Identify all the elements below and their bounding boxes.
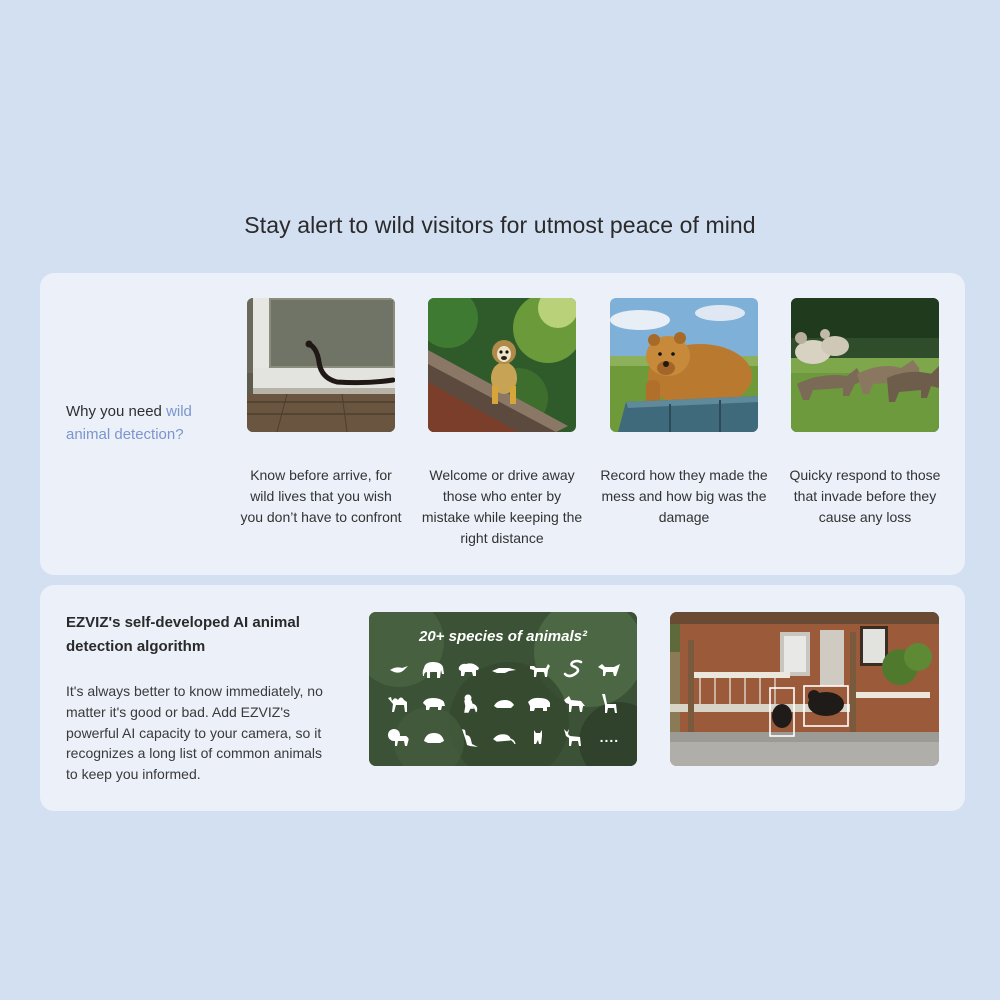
feature-snake bbox=[240, 298, 402, 528]
fox-icon bbox=[596, 658, 622, 680]
feature-monkey bbox=[421, 298, 583, 549]
giraffe-icon bbox=[596, 692, 622, 714]
why-heading-highlight: wild animal detection? bbox=[66, 403, 192, 443]
bear-icon bbox=[456, 658, 482, 680]
bear-at-dumpster-photo bbox=[610, 298, 758, 432]
boar-icon bbox=[421, 692, 447, 714]
why-heading bbox=[66, 400, 216, 446]
lion-icon bbox=[386, 726, 412, 748]
snake-icon bbox=[561, 658, 587, 680]
feature-caption: Know before arrive, for wild lives that you wish you don’t have to confront bbox=[240, 467, 402, 525]
feature-wolves bbox=[791, 298, 939, 528]
species-panel bbox=[369, 612, 637, 766]
kangaroo-icon bbox=[456, 726, 482, 748]
bird-icon bbox=[386, 658, 412, 680]
camel-icon bbox=[386, 692, 412, 714]
monkey-icon bbox=[456, 692, 482, 714]
hedgehog-icon bbox=[421, 726, 447, 748]
snake-on-porch-photo bbox=[247, 298, 395, 432]
algorithm-title: EZVIZ's self-developed AI animal detection algorithm bbox=[66, 614, 300, 655]
feature-caption: Record how they made the mess and how big was the damage bbox=[600, 467, 768, 525]
hippo-icon bbox=[526, 692, 552, 714]
bears-at-cabin-detection-photo bbox=[670, 612, 939, 766]
animal-icon-grid bbox=[381, 656, 627, 750]
horse-icon bbox=[561, 692, 587, 714]
more-animals-indicator: .... bbox=[599, 729, 620, 745]
wolves-and-sheep-photo bbox=[791, 298, 939, 432]
why-card bbox=[40, 273, 965, 575]
deer-icon bbox=[561, 726, 587, 748]
algorithm-description: It's always better to know immediately, no matter it's good or bad. Add EZVIZ's powerful AI capacity to your camera, so it recognizes a long list of common animals to keep you informed. bbox=[66, 683, 323, 783]
algorithm-card bbox=[40, 585, 965, 811]
page-title: Stay alert to wild visitors for utmost peace of mind bbox=[244, 212, 756, 238]
species-title: 20+ species of animals² bbox=[418, 628, 587, 645]
crocodile-icon bbox=[491, 658, 517, 680]
mole-icon bbox=[491, 692, 517, 714]
feature-bear bbox=[600, 298, 768, 528]
monkey-on-roof-photo bbox=[428, 298, 576, 432]
cat-icon bbox=[526, 726, 552, 748]
rat-icon bbox=[491, 726, 517, 748]
feature-caption: Welcome or drive away those who enter by mistake while keeping the right distance bbox=[421, 467, 583, 546]
why-heading-prefix: Why you need bbox=[66, 403, 167, 420]
elephant-icon bbox=[421, 658, 447, 680]
feature-caption: Quicky respond to those that invade before they cause any loss bbox=[789, 467, 941, 525]
dog-icon bbox=[526, 658, 552, 680]
